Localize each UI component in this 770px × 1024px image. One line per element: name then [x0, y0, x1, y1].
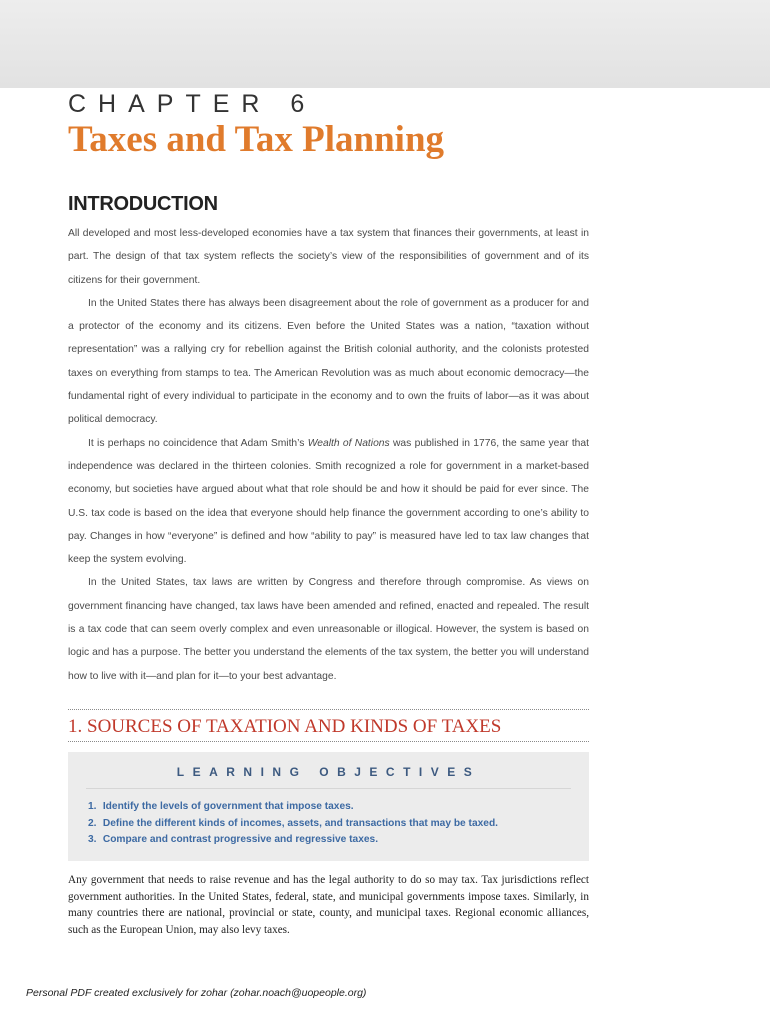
intro-paragraph [68, 432, 589, 572]
section-rule-top [68, 709, 589, 710]
header-band [0, 0, 770, 88]
body-paragraph: Any government that needs to raise revenue and has the legal authority to do so may tax. Tax jurisdictions reflect government authorities. In the United States, federal, state, and municipal governments impose taxes. Similarly, in many countries there are national, provincial or state, county, and municipal taxes. Regional economic alliances, such as the European Union, may also levy taxes. [68, 874, 589, 936]
introduction-heading: INTRODUCTION [68, 193, 218, 215]
intro-paragraph: All developed and most less-developed economies have a tax system that finances their governments, at least in part. The design of that tax system reflects the society’s view of the responsibilities of government and of its citizens for their government. [68, 228, 589, 286]
objective-text: Compare and contrast progressive and regressive taxes. [102, 834, 379, 845]
chapter-title: Taxes and Tax Planning [68, 119, 445, 160]
learning-objective-item [88, 799, 498, 816]
learning-objectives-divider [86, 788, 571, 789]
introduction-body [68, 222, 589, 688]
intro-text: was published in 1776, the same year that independence was declared in the thirteen colonies. Smith recognized a role for government in a market-based economy, but societies have argued about what that role should be and how it should be paid for ever since. The U.S. tax code is based on the idea that everyone should help finance the government according to one’s ability to pay. Changes in how “everyone” is defined and how “ability to pay” is measured have led to tax law changes that keep the system evolving. [68, 437, 589, 566]
learning-objective-item [88, 832, 498, 849]
objective-text: Define the different kinds of incomes, assets, and transactions that may be taxed. [102, 817, 498, 829]
objective-number: 3. [88, 834, 97, 845]
footer-note: Personal PDF created exclusively for zohar (zohar.noach@uopeople.org) [26, 987, 367, 999]
intro-text: It is perhaps no coincidence that Adam Smith’s [88, 437, 308, 449]
objective-number: 2. [88, 817, 97, 829]
intro-paragraph: In the United States, tax laws are written by Congress and therefore through compromise. As views on government financing have changed, tax laws have been amended and refined, enacted and repealed. The result is a tax code that can seem overly complex and even unreasonable or illogical. However, the system is based on logic and has a purpose. The better you understand the elements of the tax system, the better you will understand how to live with it—and plan for it—to your best advantage. [68, 577, 589, 682]
objective-number: 1. [88, 801, 97, 812]
section-heading: 1. SOURCES OF TAXATION AND KINDS OF TAXES [68, 716, 502, 737]
learning-objectives-list [88, 799, 498, 849]
chapter-label: CHAPTER 6 [68, 90, 317, 118]
section-rule-bottom [68, 741, 589, 742]
intro-paragraph: In the United States there has always been disagreement about the role of government as a producer for and a protector of the economy and its citizens. Even before the United States was a nation, “taxation without representation” was a rallying cry for rebellion against the British colonial authority, and the colonists protested taxes on everything from stamps to tea. The American Revolution was as much about economic democracy—the fundamental right of every individual to participate in the economy and to own the fruits of labor—as it was about political democracy. [68, 297, 589, 426]
book-title: Wealth of Nations [307, 437, 390, 449]
objective-text: Identify the levels of government that impose taxes. [102, 801, 354, 812]
learning-objectives-box [68, 752, 589, 861]
learning-objective-item [88, 816, 498, 833]
learning-objectives-title: LEARNING OBJECTIVES [176, 765, 481, 779]
